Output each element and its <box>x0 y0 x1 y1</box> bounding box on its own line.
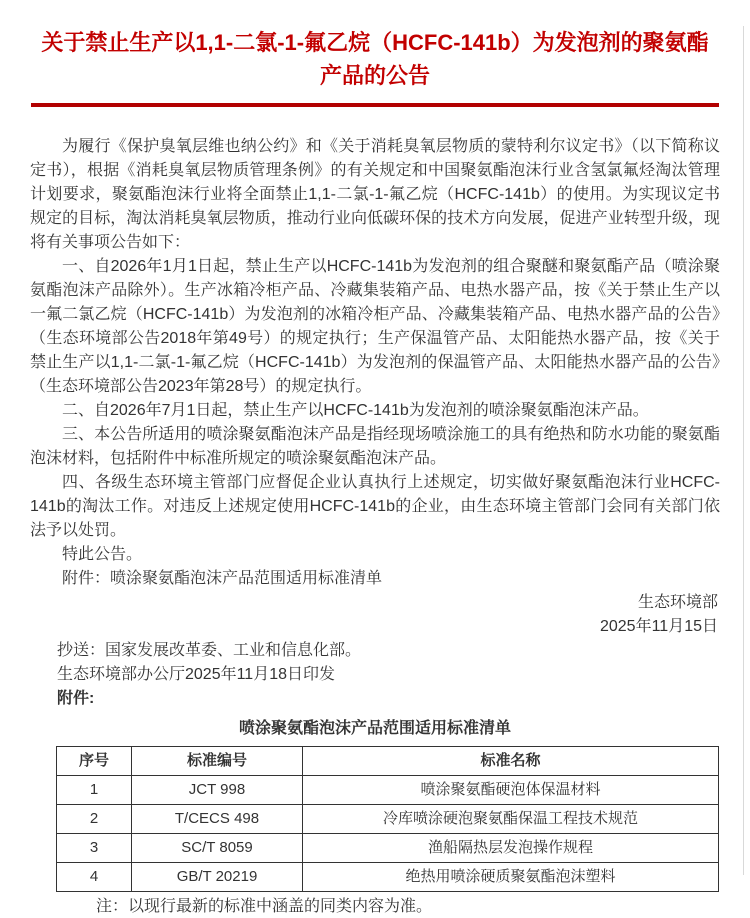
paragraph-item-4: 四、各级生态环境主管部门应督促企业认真执行上述规定，切实做好聚氨酯泡沫行业HCFC-141b的淘汰工作。对违反上述规定使用HCFC-141b的企业，由生态环境主管部门会同有关部门依法予以处罚。 <box>30 474 720 539</box>
attachment-table-title: 喷涂聚氨酯泡沫产品范围适用标准清单 <box>238 720 511 737</box>
cc-line: 抄送：国家发展改革委、工业和信息化部。 <box>57 642 362 659</box>
title-divider <box>31 103 719 107</box>
page-title: 关于禁止生产以1,1-二氯-1-氟乙烷（HCFC-141b）为发泡剂的聚氨酯产品的公告 <box>41 30 709 88</box>
paragraph-attachment-ref: 附件：喷涂聚氨酯泡沫产品范围适用标准清单 <box>62 570 383 587</box>
paragraph-item-3: 三、本公告所适用的喷涂聚氨酯泡沫产品是指经现场喷涂施工的具有绝热和防水功能的聚氨酯泡沫材料，包括附件中标准所规定的喷涂聚氨酯泡沫产品。 <box>30 426 720 467</box>
table-row <box>57 834 719 863</box>
cell-standard-no: T/CECS 498 <box>132 805 303 834</box>
issue-line: 生态环境部办公厅2025年11月18日印发 <box>57 666 336 683</box>
attachment-label: 附件: <box>57 690 95 707</box>
table-row <box>57 863 719 892</box>
page-right-border <box>743 26 744 875</box>
cell-index: 3 <box>57 834 132 863</box>
note-line: 注：以现行最新的标准中涵盖的同类内容为准。 <box>96 898 433 915</box>
paragraph-closing: 特此公告。 <box>62 546 143 563</box>
announcement-page <box>0 26 750 915</box>
cell-standard-no: SC/T 8059 <box>132 834 303 863</box>
announcement-body <box>30 135 720 918</box>
cell-standard-no: GB/T 20219 <box>132 863 303 892</box>
table-row <box>57 776 719 805</box>
header-cell-standard-no: 标准编号 <box>132 747 303 776</box>
signature-line: 生态环境部 <box>637 594 718 611</box>
cell-standard-name: 绝热用喷涂硬质聚氨酯泡沫塑料 <box>303 863 719 892</box>
cell-index: 2 <box>57 805 132 834</box>
header-cell-index: 序号 <box>57 747 132 776</box>
table-header-row <box>57 747 719 776</box>
date-line: 2025年11月15日 <box>599 618 718 635</box>
cell-index: 1 <box>57 776 132 805</box>
paragraph-item-1: 一、自2026年1月1日起，禁止生产以HCFC-141b为发泡剂的组合聚醚和聚氨酯产品（喷涂聚氨酯泡沫产品除外）。生产冰箱冷柜产品、冷藏集装箱产品、电热水器产品，按《关于禁止生产以一氟二氯乙烷（HCFC-141b）为发泡剂的冰箱冷柜产品、冷藏集装箱产品、电热水器产品的公告》（生态环境部公告2018年第49号）的规定执行；生产保温管产品、太阳能热水器产品，按《关于禁止生产以1,1-二氯-1-氟乙烷（HCFC-141b）为发泡剂的保温管产品、太阳能热水器产品的公告》（生态环境部公告2023年第28号）的规定执行。 <box>30 258 720 395</box>
cell-standard-no: JCT 998 <box>132 776 303 805</box>
standards-table <box>56 746 719 892</box>
paragraph-intro: 为履行《保护臭氧层维也纳公约》和《关于消耗臭氧层物质的蒙特利尔议定书》（以下简称议定书），根据《消耗臭氧层物质管理条例》的有关规定和中国聚氨酯泡沫行业含氢氯氟烃淘汰管理计划要求，聚氨酯泡沫行业将全面禁止1,1-二氯-1-氟乙烷（HCFC-141b）的使用。为实现议定书规定的目标，淘汰消耗臭氧层物质，推动行业向低碳环保的技术方向发展，促进产业转型升级，现将有关事项公告如下： <box>30 138 720 251</box>
paragraph-item-2: 二、自2026年7月1日起，禁止生产以HCFC-141b为发泡剂的喷涂聚氨酯泡沫产品。 <box>62 402 649 419</box>
table-row <box>57 805 719 834</box>
header-cell-standard-name: 标准名称 <box>303 747 719 776</box>
cell-standard-name: 冷库喷涂硬泡聚氨酯保温工程技术规范 <box>303 805 719 834</box>
cell-index: 4 <box>57 863 132 892</box>
cell-standard-name: 渔船隔热层发泡操作规程 <box>303 834 719 863</box>
cell-standard-name: 喷涂聚氨酯硬泡体保温材料 <box>303 776 719 805</box>
